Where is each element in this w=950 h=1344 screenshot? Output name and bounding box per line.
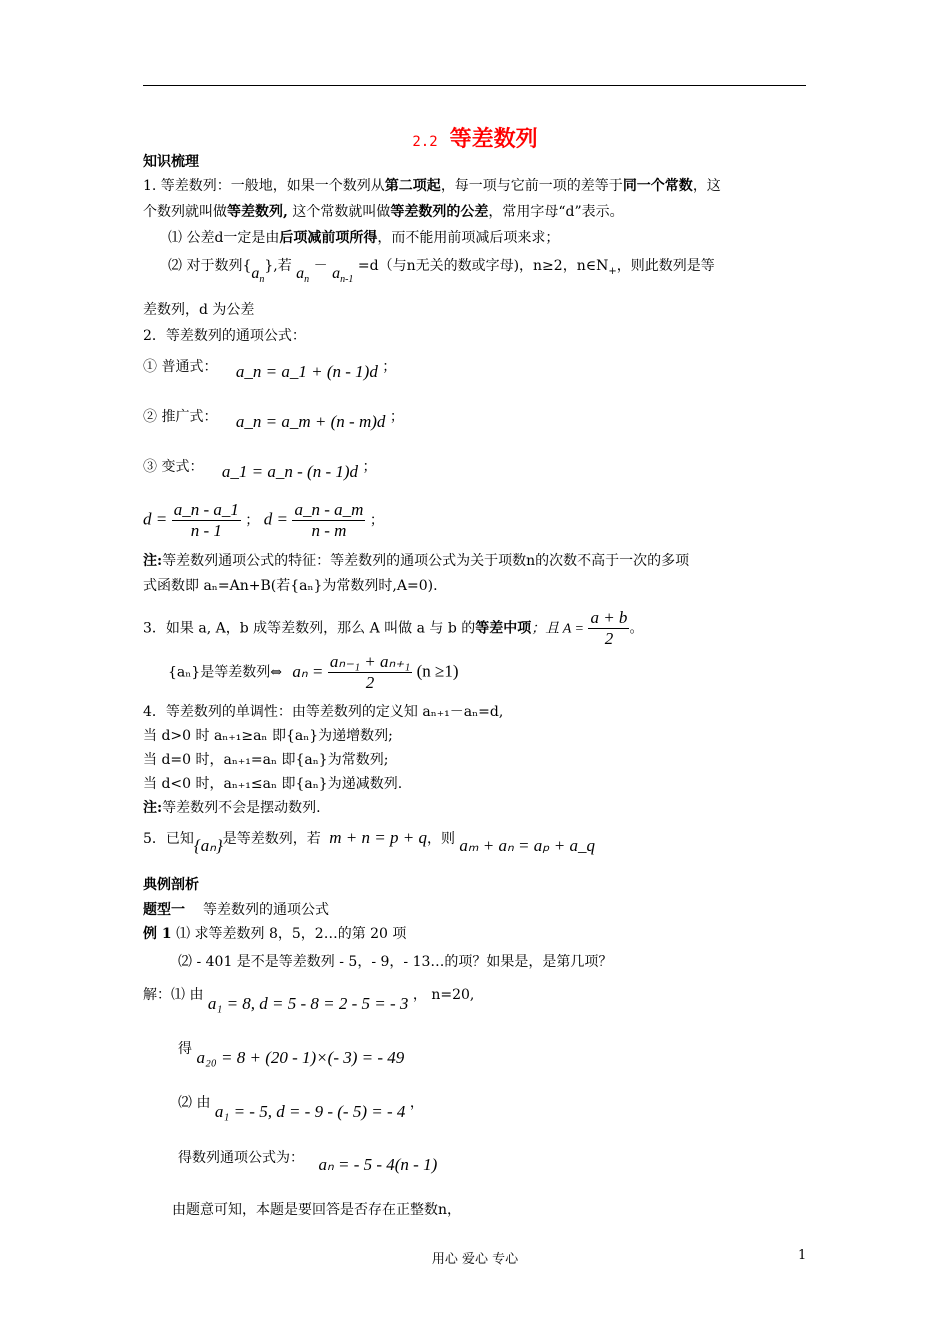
difference-formulas: d = $\frac{a\_n - a\_1}{n - 1}$ ； d = $\frac{a\_n - a\_m}{n - m}$ ； bbox=[143, 500, 384, 540]
type-1-heading: 题型一 等差数列的通项公式 bbox=[143, 902, 329, 918]
formula-general: ② 推广式： a_n = a_m + (n - m)d ； bbox=[143, 409, 404, 431]
fraction-middle-term: $\frac{\text{aₙ₋₁ + aₙ₊₁}}{2}$ bbox=[329, 652, 411, 692]
formula-variant-expr: a_1 = a_n - (n - 1)d bbox=[221, 462, 359, 481]
general-formula-heading: 2．等差数列的通项公式： bbox=[143, 328, 306, 344]
solution-step-4: 得数列通项公式为： aₙ = - 5 - 4(n - 1) bbox=[178, 1150, 438, 1174]
page-number: 1 bbox=[798, 1248, 807, 1263]
formula-standard: ① 普通式： a_n = a_1 + (n - 1)d ； bbox=[143, 359, 397, 381]
monotonic-heading: 4．等差数列的单调性：由等差数列的定义知 aₙ₊₁－aₙ=d, bbox=[143, 704, 504, 720]
formula-variant: ③ 变式： a_1 = a_n - (n - 1)d ； bbox=[143, 459, 377, 481]
condition-line: ⑵ 对于数列$\{a_n\}$,若 $a_n - a_{n-1} =d$（与n无关的数或字母)，n≥2，$n\in N_+$，则此数列是等 bbox=[168, 258, 715, 286]
header-rule bbox=[143, 85, 806, 86]
fraction-mean: $\frac{a + b}{2}$ bbox=[590, 608, 628, 648]
section-heading-knowledge: 知识梳理 bbox=[143, 154, 199, 170]
property-line: 5．已知{aₙ}是等差数列，若 m + n = p + q，则 aₘ + aₙ = aₚ + a_q bbox=[143, 828, 595, 855]
solution-step-5: 由题意可知，本题是要回答是否存在正整数n， bbox=[172, 1202, 462, 1218]
solution-step-1: 解：⑴ 由 a₁ = 8, d = 5 - 8 = 2 - 5 = - 3 ， n=20, bbox=[143, 987, 475, 1013]
monotonic-increasing: 当 d>0 时 aₙ₊₁≥aₙ 即{aₙ}为递增数列; bbox=[143, 728, 393, 744]
footer-slogan: 用心 爱心 专心 bbox=[431, 1252, 519, 1267]
page-title bbox=[0, 122, 950, 153]
solution-step-3: ⑵ 由 a₁ = - 5, d = - 9 - (- 5) = - 4 ， bbox=[178, 1095, 424, 1121]
formula-general-expr: a_n = a_m + (n - m)d bbox=[235, 412, 386, 431]
equivalence-line: {aₙ}是等差数列⇔ aₙ = $\frac{\text{aₙ₋₁ + aₙ₊₁}}{2}$ (n ≥1) bbox=[168, 652, 459, 692]
section-heading-examples: 典例剖析 bbox=[143, 877, 199, 893]
fraction-d-2: $\frac{a\_n - a\_m}{n - m}$ bbox=[294, 500, 364, 540]
arithmetic-mean-line: 3．如果 a, A，b 成等差数列，那么 A 叫做 a 与 b 的等差中项；且 A = $\frac{a + b}{2}$ 。 bbox=[143, 608, 644, 648]
note-1-line-1: 注:等差数列通项公式的特征：等差数列的通项公式为关于项数n的次数不高于一次的多项 bbox=[143, 553, 690, 569]
definition-line-2: 个数列就叫做等差数列, 这个常数就叫做等差数列的公差，常用字母“d”表示。 bbox=[143, 204, 624, 220]
solution-step-2: 得 a₂₀ = 8 + (20 - 1)×(- 3) = - 49 bbox=[178, 1041, 405, 1067]
example-1-part-2: ⑵ - 401 是不是等差数列 - 5，- 9，- 13…的项？如果是，是第几项？ bbox=[178, 954, 613, 970]
formula-standard-expr: a_n = a_1 + (n - 1)d bbox=[235, 362, 378, 381]
note-2: 注:等差数列不会是摆动数列. bbox=[143, 800, 321, 816]
title-text: 等差数列 bbox=[449, 126, 538, 152]
section-number: 2.2 bbox=[412, 134, 438, 150]
common-difference-line: 差数列，d 为公差 bbox=[143, 302, 255, 318]
note-1-line-2: 式函数即 aₙ=An+B(若{aₙ}为常数列时,A=0). bbox=[143, 578, 438, 594]
example-1-part-1: 例 1 ⑴ 求等差数列 8，5，2…的第 20 项 bbox=[143, 926, 407, 942]
definition-line-1: 1. 等差数列：一般地，如果一个数列从第二项起，每一项与它前一项的差等于同一个常数，这 bbox=[143, 178, 721, 194]
monotonic-decreasing: 当 d<0 时，aₙ₊₁≤aₙ 即{aₙ}为递减数列. bbox=[143, 776, 403, 792]
monotonic-constant: 当 d=0 时，aₙ₊₁=aₙ 即{aₙ}为常数列; bbox=[143, 752, 389, 768]
fraction-d-1: $\frac{a\_n - a\_1}{n - 1}$ bbox=[173, 500, 239, 540]
note-difference-direction: ⑴ 公差d一定是由后项减前项所得，而不能用前项减后项来求； bbox=[168, 230, 560, 246]
